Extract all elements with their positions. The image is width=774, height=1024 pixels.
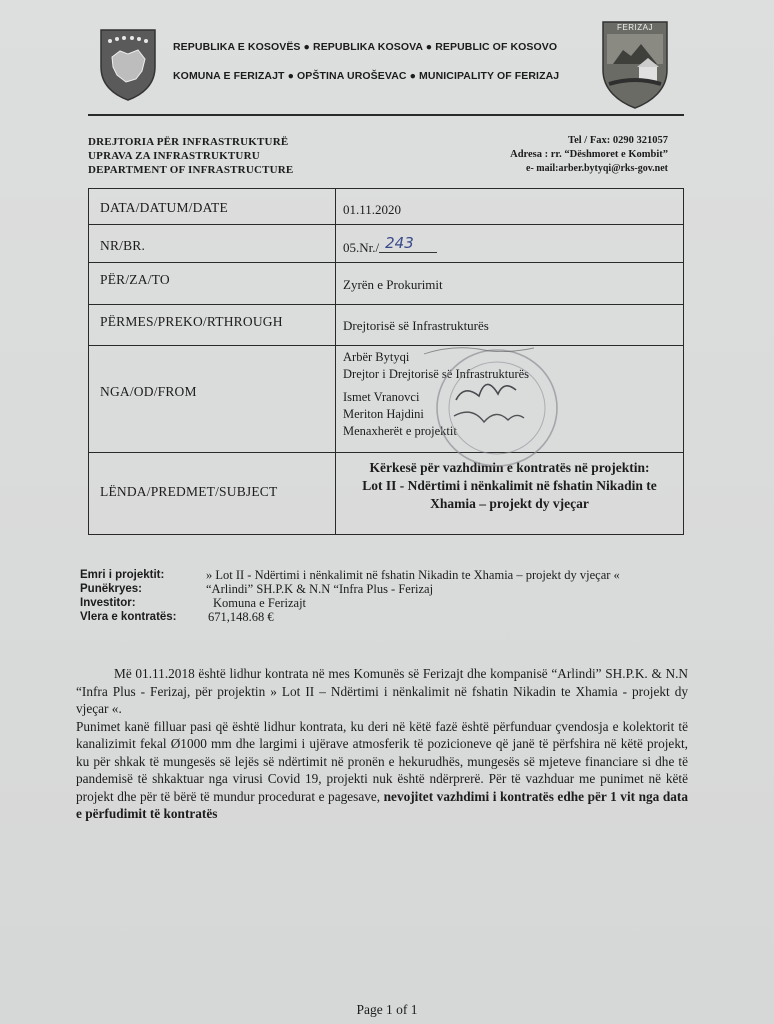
memo-row-through [89, 305, 684, 346]
meta-contractor-val: “Arlindi” SH.P.K & N.N “Infra Plus - Ferizaj [206, 582, 434, 596]
meta-investor-key: Investitor: [80, 597, 136, 609]
meta-contractor-row [80, 582, 700, 596]
department-block [88, 135, 293, 177]
body-paragraph-2-bold: nevojitet vazhdimi i kontratës edhe për 1 vit nga data e përfudimit të kontratës [76, 788, 688, 821]
memo-row-from [89, 346, 684, 453]
date-value: 01.11.2020 [336, 189, 684, 225]
memo-row-date [89, 189, 684, 225]
through-label: PËRMES/PREKO/RTHROUGH [89, 305, 336, 346]
meta-value-row [80, 610, 700, 624]
from-line-6: Menaxherët e projektit [343, 424, 457, 438]
from-line-2: Drejtor i Drejtorisë së Infrastrukturës [343, 367, 530, 381]
subject-line-2: Lot II - Ndërtimi i nënkalimit në fshatin Nikadin te [362, 478, 657, 493]
ferizaj-emblem-text: FERIZAJ [617, 23, 653, 32]
subject-label: LËNDA/PREDMET/SUBJECT [89, 453, 336, 535]
meta-investor-val: Komuna e Ferizajt [213, 596, 307, 610]
memo-row-subject [89, 453, 684, 535]
subject-line-1: Kërkesë për vazhdimin e kontratës në projektin: [369, 460, 650, 475]
from-cell [336, 346, 684, 453]
to-label: PËR/ZA/TO [89, 263, 336, 305]
department-line-3: DEPARTMENT OF INFRASTRUCTURE [88, 164, 294, 176]
contact-email: e- mail:arber.bytyqi@rks-gov.net [526, 163, 668, 174]
kosovo-emblem-icon [98, 27, 158, 102]
through-value: Drejtorisë së Infrastrukturës [336, 305, 684, 346]
meta-investor-row [80, 596, 700, 610]
from-line-5: Meriton Hajdini [343, 407, 424, 421]
page-number: Page 1 of 1 [356, 1002, 418, 1017]
meta-name-row [80, 568, 700, 582]
header-line-2: KOMUNA E FERIZAJT ● OPŠTINA UROŠEVAC ● MUNICIPALITY OF FERIZAJ [173, 70, 560, 82]
subject-line-3: Xhamia – projekt dy vjeçar [430, 496, 589, 511]
header-rule [88, 114, 684, 116]
ferizaj-emblem-icon [601, 20, 669, 110]
nr-label: NR/BR. [89, 225, 336, 263]
memo-table [88, 188, 684, 535]
nr-cell [336, 225, 684, 263]
nr-handwritten: 243 [379, 234, 437, 253]
header-line-1: REPUBLIKA E KOSOVËS ● REPUBLIKA KOSOVA ● REPUBLIC OF KOSOVO [173, 41, 558, 53]
body-text [76, 665, 688, 823]
nr-value: 05.Nr./ [343, 240, 380, 255]
department-line-2: UPRAVA ZA INFRASTRUKTURU [88, 150, 260, 162]
contact-address: Adresa : rr. “Dëshmoret e Kombit” [510, 149, 668, 160]
from-line-4: Ismet Vranovci [343, 390, 420, 404]
meta-contractor-key: Punëkryes: [80, 583, 143, 595]
contact-tel: Tel / Fax: 0290 321057 [568, 135, 668, 146]
to-value: Zyrën e Prokurimit [336, 263, 684, 305]
project-meta [80, 568, 700, 624]
date-label: DATA/DATUM/DATE [89, 189, 336, 225]
contact-block [510, 134, 668, 176]
from-label: NGA/OD/FROM [89, 346, 336, 453]
subject-cell [336, 453, 684, 535]
department-line-1: DREJTORIA PËR INFRASTRUKTURË [88, 136, 289, 148]
body-paragraph-2 [76, 718, 688, 823]
meta-name-key: Emri i projektit: [80, 569, 165, 581]
meta-value-val: 671,148.68 € [208, 610, 274, 624]
memo-row-nr [89, 225, 684, 263]
meta-value-key: Vlera e kontratës: [80, 611, 177, 623]
meta-name-val: » Lot II - Ndërtimi i nënkalimit në fshatin Nikadin te Xhamia – projekt dy vjeçar « [206, 568, 620, 582]
memo-row-to [89, 263, 684, 305]
body-paragraph-2-text: Punimet kanë filluar pasi që është lidhur kontrata, ku deri në këtë fazë është përfunduar çvendosja e kolektorit të kanalizimit fekal Ø1000 mm dhe largimi i ujërave atmosferik të pozicioneve që janë të përfshira në këtë projekt, ku për shkak të mungesës së lejës së ndërtimit në pronën e hekurudhës, mungesës së mjeteve financiare si dhe të pandemisë të shkaktuar nga virusi Covid 19, projekti nuk është ndërprerë. Për të vazhduar me punimet në këtë projekt dhe për të bërë të mundur procedurat e pagesave, [76, 718, 688, 804]
body-paragraph-1: Më 01.11.2018 është lidhur kontrata në mes Komunës së Ferizajt dhe kompanisë “Arlindi” SH.P.K. & N.N “Infra Plus - Ferizaj, për projektin » Lot II – Ndërtimi i nënkalimit në fshatin Nikadin te Xhamia - projekt dy vjeçar «. [76, 666, 688, 716]
from-line-1: Arbër Bytyqi [343, 350, 410, 364]
